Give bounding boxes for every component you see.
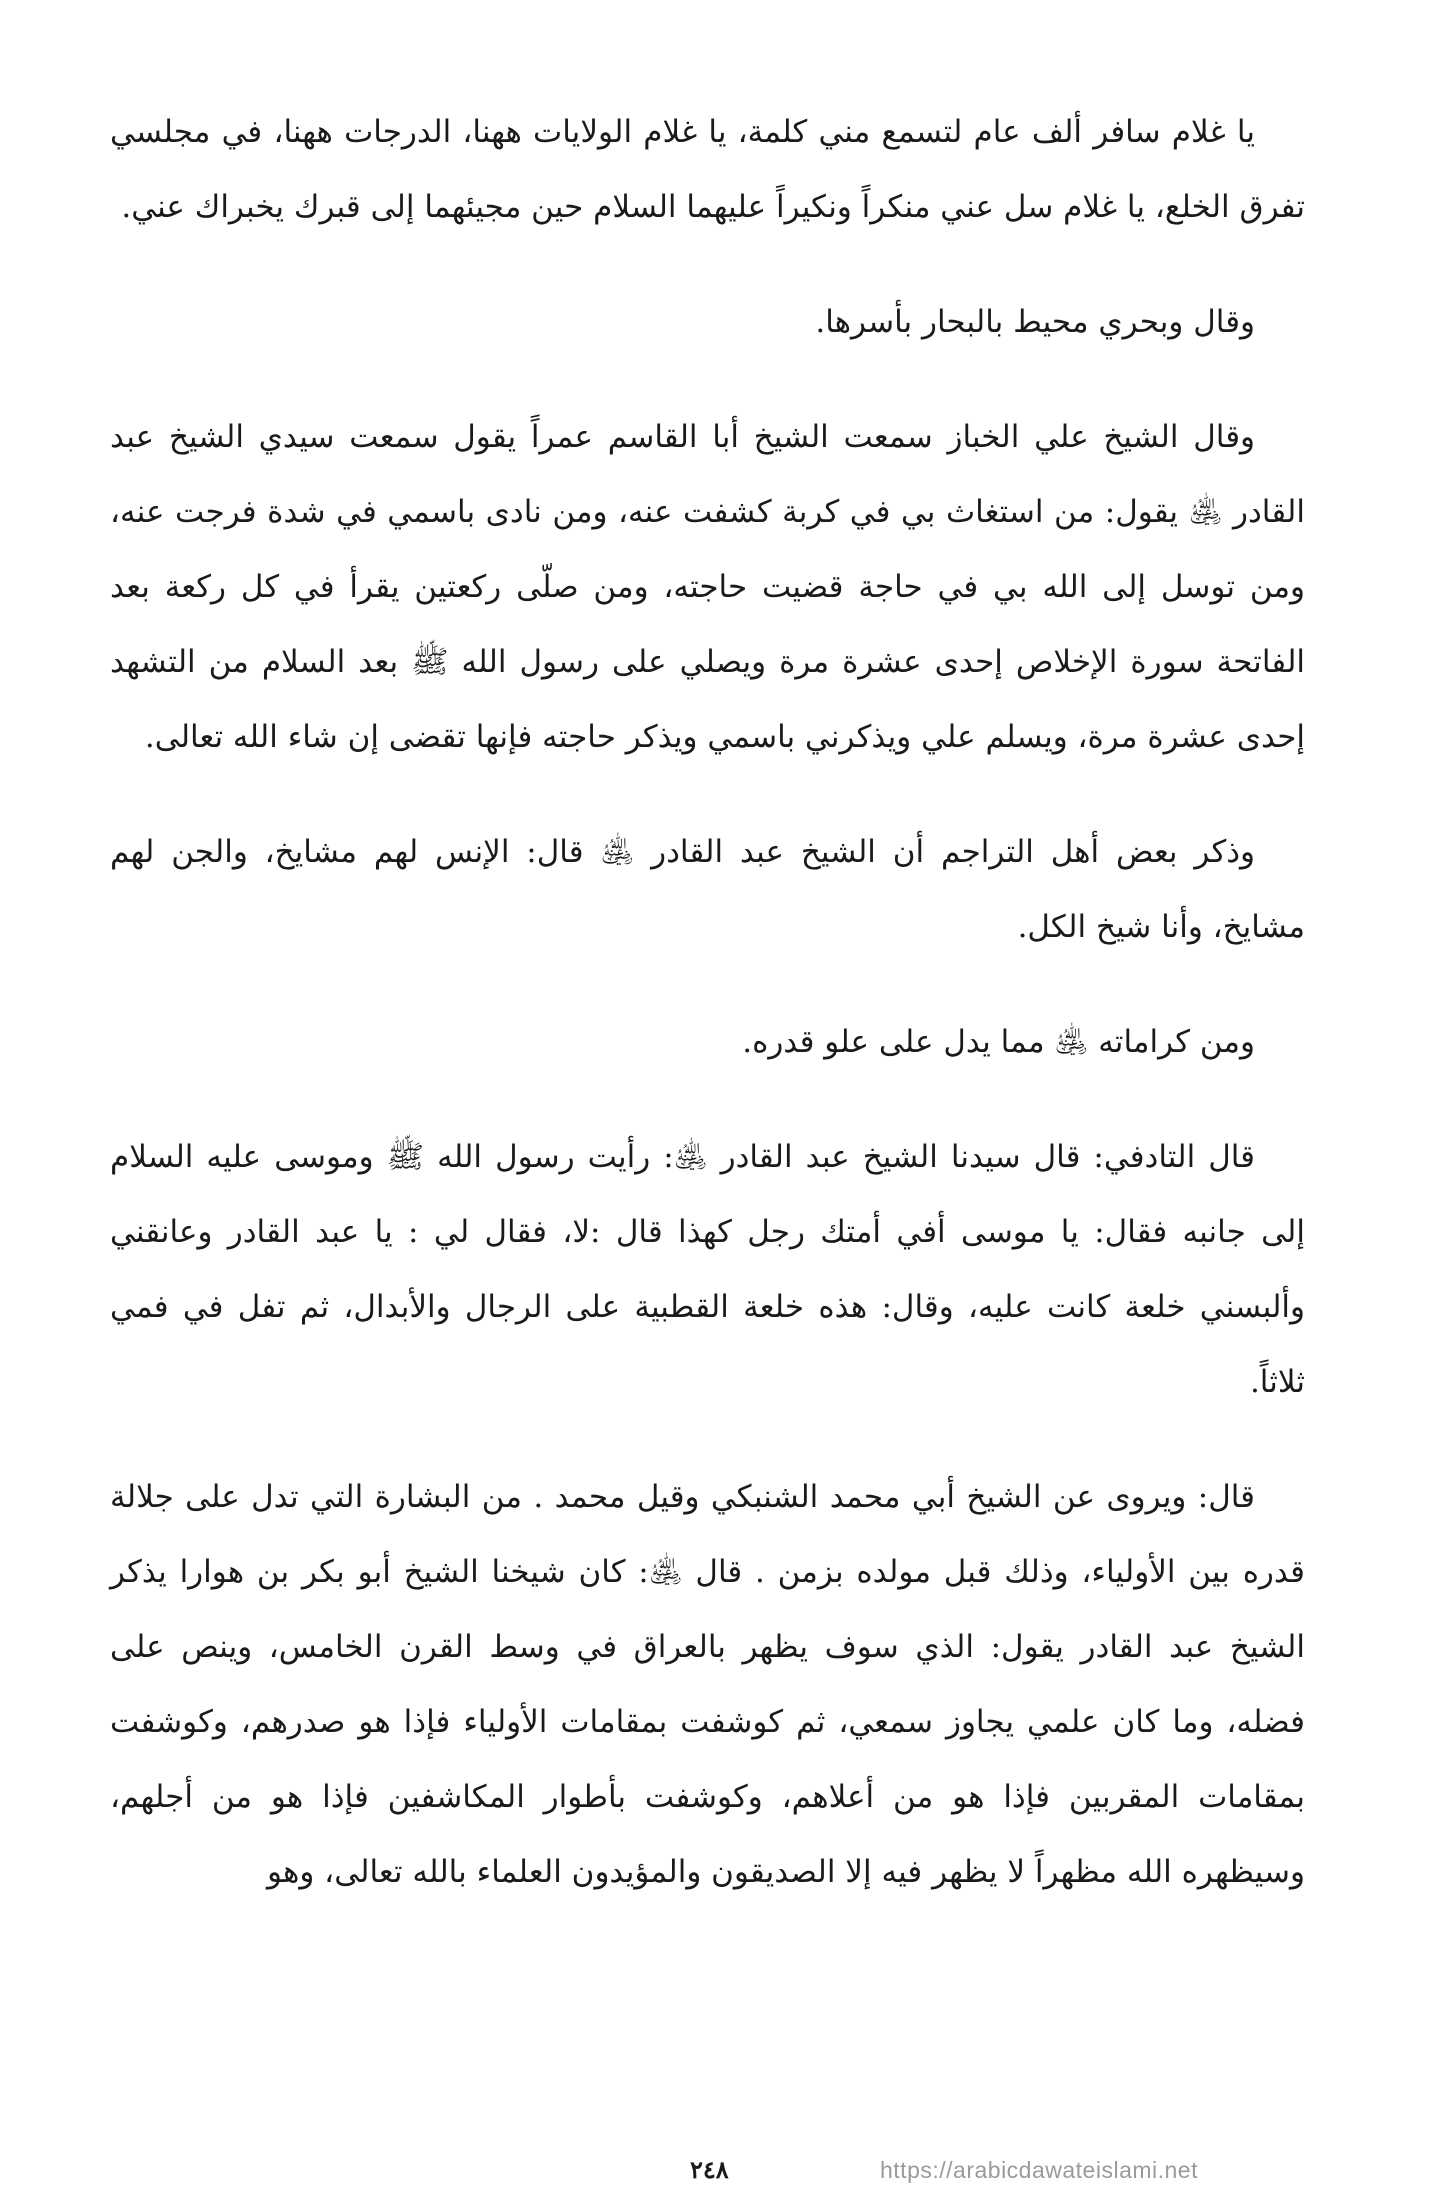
page-footer [0,2155,1454,2189]
page-body [110,95,1305,1950]
paragraph-7: قال: ويروى عن الشيخ أبي محمد الشنبكي وقيل محمد . من البشارة التي تدل على جلالة قدره بين الأولياء، وذلك قبل مولده بزمن . قال ﵁: كان شيخنا الشيخ أبو بكر بن هوارا يذكر الشيخ عبد القادر يقول: الذي سوف يظهر بالعراق في وسط القرن الخامس، وينص على فضله، وما كان علمي يجاوز سمعي، ثم كوشفت بمقامات الأولياء فإذا هو صدرهم، وكوشفت بمقامات المقربين فإذا هو من أعلاهم، وكوشفت بأطوار المكاشفين فإذا هو من أجلهم، وسيظهره الله مظهراً لا يظهر فيه إلا الصديقون والمؤيدون العلماء بالله تعالى، وهو [110,1479,1305,1890]
page-number: ٢٤٨ [690,2155,729,2184]
paragraph-3: وقال الشيخ علي الخباز سمعت الشيخ أبا القاسم عمراً يقول سمعت سيدي الشيخ عبد القادر ﵁ يقول: من استغاث بي في كربة كشفت عنه، ومن نادى باسمي في شدة فرجت عنه، ومن توسل إلى الله بي في حاجة قضيت حاجته، ومن صلّى ركعتين يقرأ في كل ركعة بعد الفاتحة سورة الإخلاص إحدى عشرة مرة ويصلي على رسول الله ﷺ بعد السلام من التشهد إحدى عشرة مرة، ويسلم علي ويذكرني باسمي ويذكر حاجته فإنها تقضى إن شاء الله تعالى. [110,419,1305,755]
paragraph-4: وذكر بعض أهل التراجم أن الشيخ عبد القادر ﵁ قال: الإنس لهم مشايخ، والجن لهم مشايخ، وأنا شيخ الكل. [110,834,1305,945]
watermark-url: https://arabicdawateislami.net [880,2157,1198,2183]
paragraph-5: ومن كراماته ﵁ مما يدل على علو قدره. [742,1024,1255,1060]
paragraph-2: وقال وبحري محيط بالبحار بأسرها. [815,304,1255,340]
paragraph-1: يا غلام سافر ألف عام لتسمع مني كلمة، يا غلام الولايات ههنا، الدرجات ههنا، في مجلسي تفرق الخلع، يا غلام سل عني منكراً ونكيراً عليهما السلام حين مجيئهما إلى قبرك يخبراك عني. [110,114,1305,225]
paragraph-6: قال التادفي: قال سيدنا الشيخ عبد القادر ﵁: رأيت رسول الله ﷺ وموسى عليه السلام إلى جانبه فقال: يا موسى أفي أمتك رجل كهذا قال :لا، فقال لي : يا عبد القادر وعانقني وألبسني خلعة كانت عليه، وقال: هذه خلعة القطبية على الرجال والأبدال، ثم تفل في فمي ثلاثاً. [110,1139,1305,1400]
